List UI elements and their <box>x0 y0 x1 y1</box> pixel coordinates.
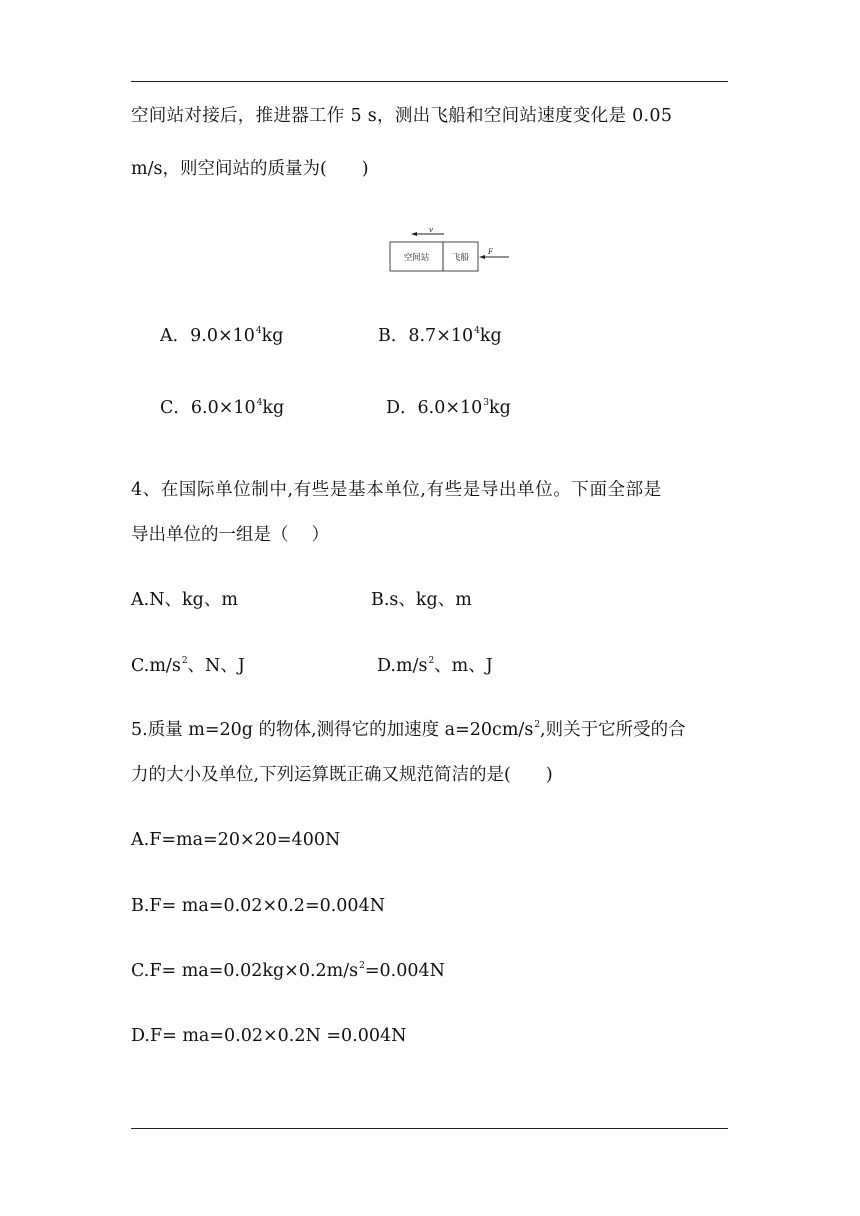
q3-option-b[interactable]: B．$8.7\times 10^4kg$ <box>378 326 502 346</box>
velocity-label: v <box>429 226 433 234</box>
q3-line-2: m/s，则空间站的质量为( ) <box>131 159 369 179</box>
q3-option-a[interactable]: A．$9.0\times 10^4kg$ <box>160 326 284 346</box>
q5-option-d[interactable]: D.F= ma=0.02×0.2N =0.004N <box>131 1026 407 1046</box>
q4-line-2: 导出单位的一组是（ ） <box>131 525 330 545</box>
q5-option-b[interactable]: B.F= ma=0.02×0.2=0.004N <box>131 896 386 916</box>
force-label: F <box>488 248 493 256</box>
velocity-arrowhead <box>411 232 417 236</box>
footer-rule <box>131 1128 728 1129</box>
q3-line-1: 空间站对接后，推进器工作 5 s，测出飞船和空间站速度变化是 0.05 <box>131 106 673 126</box>
docking-diagram <box>386 224 516 276</box>
space-station-label: 空间站 <box>403 253 430 263</box>
q5-option-c[interactable]: $C.F= ma=0.02kg\times 0.2m/s^2=0.004N$ <box>131 961 445 981</box>
force-arrowhead <box>479 255 485 259</box>
q3-option-d[interactable]: D．$6.0\times 10^3kg$ <box>386 398 511 418</box>
q4-option-a[interactable]: A.N、kg、m <box>131 590 238 610</box>
q5-line-1: 5.质量 m=20g 的物体,测得它的加速度 $a=20cm/s^2$,则关于它所受的合 <box>131 720 686 740</box>
q3-option-c[interactable]: C．$6.0\times 10^4kg$ <box>160 398 285 418</box>
q4-line-1: 4、在国际单位制中,有些是基本单位,有些是导出单位。下面全部是 <box>131 480 662 500</box>
spacecraft-label: 飞船 <box>451 253 470 263</box>
q4-option-d[interactable]: $D.m/s^2$、m、J <box>377 656 493 676</box>
q5-line-2: 力的大小及单位,下列运算既正确又规范简洁的是( ) <box>131 765 553 785</box>
q4-option-b[interactable]: B.s、kg、m <box>371 590 472 610</box>
q5-option-a[interactable]: A.F=ma=20×20=400N <box>131 830 341 850</box>
q4-option-c[interactable]: $C.m/s^2$、N、J <box>131 656 245 676</box>
header-rule <box>131 81 728 82</box>
